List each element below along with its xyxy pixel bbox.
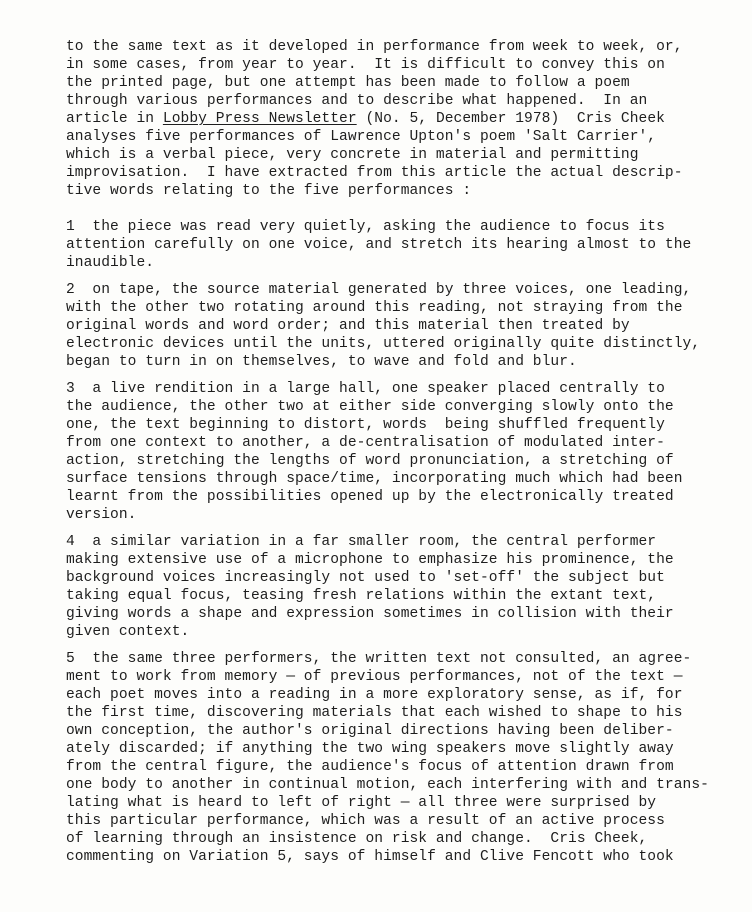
publication-title: Lobby Press Newsletter [162,111,357,127]
performance-item-1 [66,218,726,272]
text-line: background voices increasingly not used to 'set-off' the subject but [66,570,665,586]
text-line: action, stretching the lengths of word pronunciation, a stretching of [66,453,674,469]
text-line: with the other two rotating around this reading, not straying from the [66,300,683,316]
text-line: which is a verbal piece, very concrete in material and permitting [66,147,639,163]
text-line: tive words relating to the five performances : [66,183,472,199]
performance-item-5 [66,650,726,866]
text-line: the printed page, but one attempt has been made to follow a poem [66,75,630,91]
text-line: given context. [66,624,190,640]
text-line: making extensive use of a microphone to emphasize his prominence, the [66,552,674,568]
text-line: each poet moves into a reading in a more exploratory sense, as if, for [66,687,683,703]
text-line: learnt from the possibilities opened up by the electronically treated [66,489,674,505]
text-line: of learning through an insistence on risk and change. Cris Cheek, [66,831,648,847]
text-line: ment to work from memory — of previous performances, not of the text — [66,669,683,685]
text-line: one body to another in continual motion, each interfering with and trans- [66,777,709,793]
text-line: surface tensions through space/time, incorporating much which had been [66,471,683,487]
text-line [66,110,726,128]
performance-item-2 [66,281,726,371]
text-line: improvisation. I have extracted from this article the actual descrip- [66,165,683,181]
text-line: one, the text beginning to distort, words being shuffled frequently [66,417,665,433]
text-line: original words and word order; and this material then treated by [66,318,630,334]
text-line: 1 the piece was read very quietly, asking the audience to focus its [66,219,665,235]
performance-item-4 [66,533,726,641]
text-line: taking equal focus, teasing fresh relations within the extant text, [66,588,657,604]
text-line: electronic devices until the units, uttered originally quite distinctly, [66,336,701,352]
text-line: from one context to another, a de-centralisation of modulated inter- [66,435,665,451]
intro-paragraph [66,38,726,200]
text-line: 3 a live rendition in a large hall, one speaker placed centrally to [66,381,665,397]
text-line: in some cases, from year to year. It is difficult to convey this on [66,57,665,73]
performance-item-3 [66,380,726,524]
text-line: to the same text as it developed in performance from week to week, or, [66,39,683,55]
text-line: 5 the same three performers, the written text not consulted, an agree- [66,651,692,667]
text-line: began to turn in on themselves, to wave and fold and blur. [66,354,577,370]
text-line: 4 a similar variation in a far smaller room, the central performer [66,534,657,550]
text-line: giving words a shape and expression sometimes in collision with their [66,606,674,622]
text-line: commenting on Variation 5, says of himself and Clive Fencott who took [66,849,674,865]
text-line: own conception, the author's original directions having been deliber- [66,723,674,739]
text-line: 2 on tape, the source material generated by three voices, one leading, [66,282,692,298]
text-line: inaudible. [66,255,155,271]
text-line: analyses five performances of Lawrence Upton's poem 'Salt Carrier', [66,129,657,145]
text-line: ately discarded; if anything the two wing speakers move slightly away [66,741,674,757]
body-text [66,38,726,875]
text-line: the first time, discovering materials that each wished to shape to his [66,705,683,721]
text-line: from the central figure, the audience's focus of attention drawn from [66,759,674,775]
text-line: through various performances and to describe what happened. In an [66,93,648,109]
text-line: this particular performance, which was a result of an active process [66,813,665,829]
text-fragment: (No. 5, December 1978) Cris Cheek [356,111,665,127]
text-fragment: article in [66,111,163,127]
text-line: lating what is heard to left of right — all three were surprised by [66,795,657,811]
text-line: version. [66,507,137,523]
text-line: attention carefully on one voice, and stretch its hearing almost to the [66,237,692,253]
text-line: the audience, the other two at either side converging slowly onto the [66,399,674,415]
